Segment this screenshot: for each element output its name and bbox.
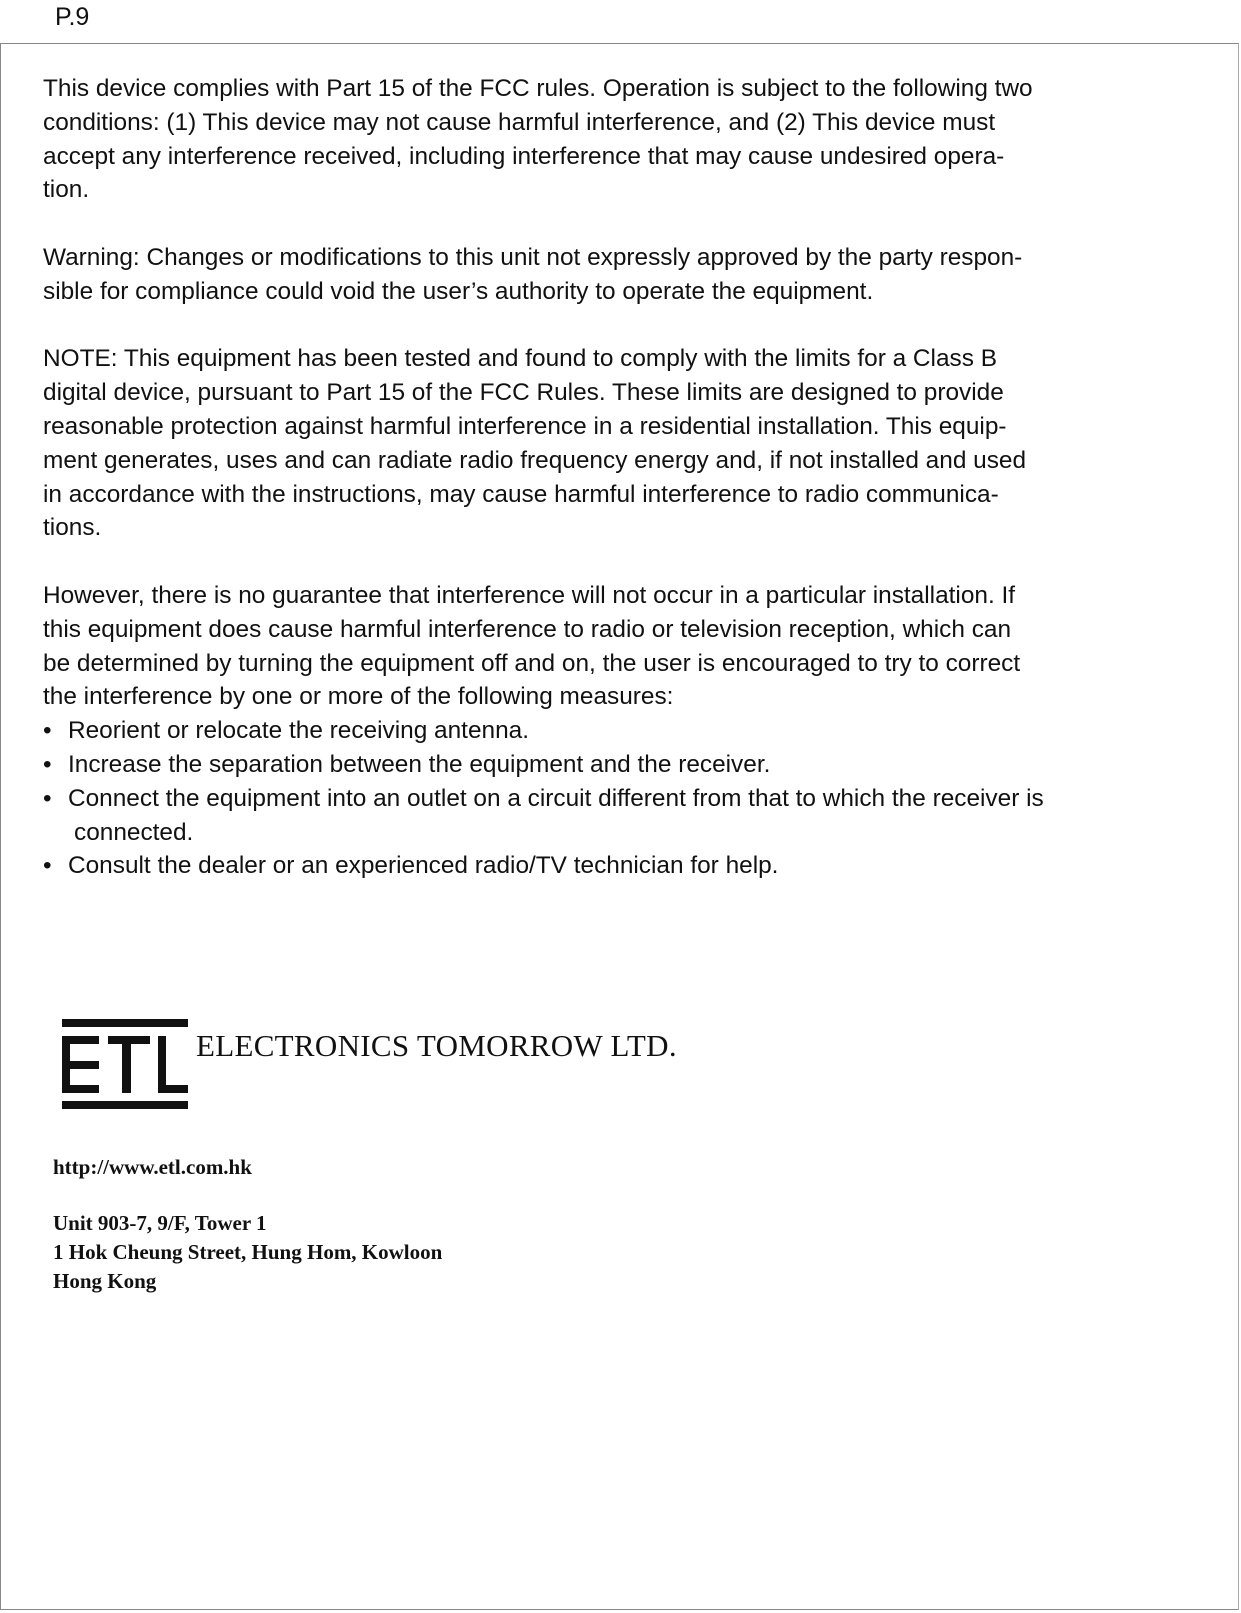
bullet-icon: • xyxy=(43,852,52,880)
text-line: this equipment does cause harmful interference to radio or television reception, which can xyxy=(43,615,1012,643)
list-item-text: Consult the dealer or an experienced radio/TV technician for help. xyxy=(68,852,779,880)
text-line: in accordance with the instructions, may cause harmful interference to radio communica- xyxy=(43,480,999,508)
list-item xyxy=(43,782,1213,850)
page-number: P.9 xyxy=(55,3,90,31)
list-item-continuation: connected. xyxy=(74,818,194,846)
website-link[interactable]: http://www.etl.com.hk xyxy=(53,1155,252,1179)
text-line: ment generates, uses and can radiate radio frequency energy and, if not installed and used xyxy=(43,446,1027,474)
warning-paragraph xyxy=(43,241,1213,309)
address-line: Unit 903-7, 9/F, Tower 1 xyxy=(53,1211,267,1235)
note-paragraph xyxy=(43,342,1213,545)
text-line: conditions: (1) This device may not cause harmful interference, and (2) This device must xyxy=(43,108,996,136)
text-line: sible for compliance could void the user’s authority to operate the equipment. xyxy=(43,277,874,305)
text-line: This device complies with Part 15 of the FCC rules. Operation is subject to the following two xyxy=(43,75,1033,102)
text-line: tion. xyxy=(43,176,90,204)
list-item xyxy=(43,748,1213,782)
bullet-icon: • xyxy=(43,750,52,778)
text-line: tions. xyxy=(43,514,102,542)
text-line: digital device, pursuant to Part 15 of the FCC Rules. These limits are designed to provide xyxy=(43,379,1004,407)
text-line: However, there is no guarantee that interference will not occur in a particular installation. If xyxy=(43,581,1016,609)
fcc-statement xyxy=(43,72,1213,883)
address-line: 1 Hok Cheung Street, Hung Hom, Kowloon xyxy=(53,1240,443,1264)
etl-logo-icon xyxy=(62,1019,188,1109)
list-item-text: Connect the equipment into an outlet on a circuit different from that to which the receiver is xyxy=(68,784,1044,812)
company-name: ELECTRONICS TOMORROW LTD. xyxy=(196,1028,677,1063)
text-line: the interference by one or more of the following measures: xyxy=(43,683,674,711)
list-item xyxy=(43,849,1213,883)
contact-block xyxy=(53,1153,442,1296)
compliance-paragraph xyxy=(43,72,1213,207)
text-line: Warning: Changes or modifications to this unit not expressly approved by the party respon- xyxy=(43,243,1023,271)
list-item xyxy=(43,714,1213,748)
text-line: NOTE: This equipment has been tested and found to comply with the limits for a Class B xyxy=(43,345,997,373)
text-line: reasonable protection against harmful interference in a residential installation. This equip- xyxy=(43,412,1007,440)
measures-list xyxy=(43,714,1213,883)
bullet-icon: • xyxy=(43,717,52,745)
list-item-text: Increase the separation between the equipment and the receiver. xyxy=(68,750,771,778)
guarantee-paragraph xyxy=(43,579,1213,714)
text-line: accept any interference received, including interference that may cause undesired opera- xyxy=(43,142,1005,170)
list-item-text: Reorient or relocate the receiving antenna. xyxy=(68,717,529,745)
address-line: Hong Kong xyxy=(53,1269,157,1293)
text-line: be determined by turning the equipment off and on, the user is encouraged to try to correct xyxy=(43,649,1021,677)
bullet-icon: • xyxy=(43,784,52,812)
